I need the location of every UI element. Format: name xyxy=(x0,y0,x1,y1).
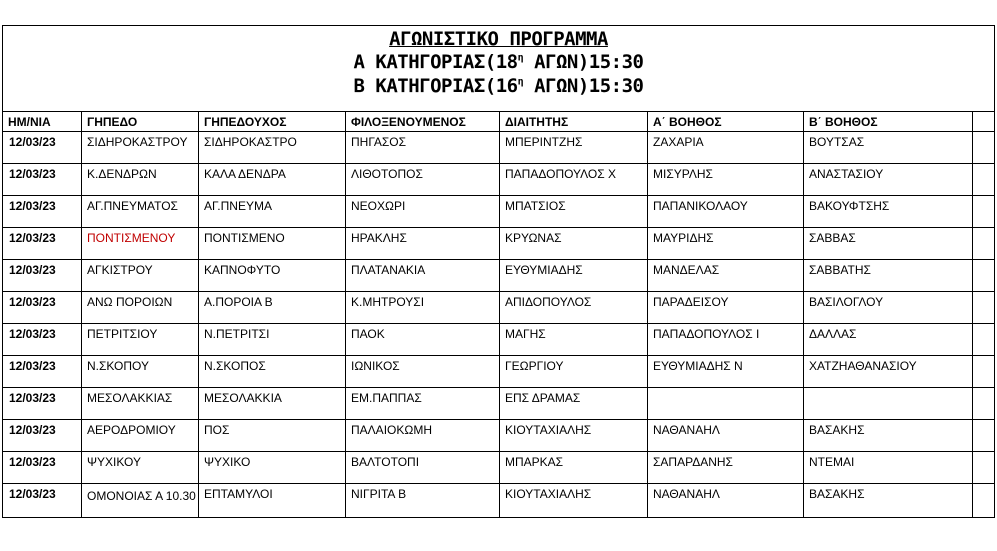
assistant-a-cell: ΕΥΘΥΜΙΑΔΗΣ Ν xyxy=(648,356,804,388)
away-team-cell: ΗΡΑΚΛΗΣ xyxy=(346,228,500,260)
table-row xyxy=(3,324,995,356)
home-team-cell: ΨΥΧΙΚΟ xyxy=(199,452,346,484)
home-team-cell: ΣΙΔΗΡΟΚΑΣΤΡΟ xyxy=(199,132,346,164)
home-team-cell: ΚΑΛΑ ΔΕΝΔΡΑ xyxy=(199,164,346,196)
extra-cell xyxy=(973,420,995,452)
date-cell: 12/03/23 xyxy=(3,260,82,292)
title-block xyxy=(2,25,995,112)
referee-cell: ΕΥΘΥΜΙΑΔΗΣ xyxy=(500,260,648,292)
stadium-cell: ΠΟΝΤΙΣΜΕΝΟΥ xyxy=(82,228,199,260)
col-header-home: ΓΗΠΕΔΟΥΧΟΣ xyxy=(199,112,346,132)
home-team-cell: ΑΓ.ΠΝΕΥΜΑ xyxy=(199,196,346,228)
extra-cell xyxy=(973,132,995,164)
table-row xyxy=(3,132,995,164)
referee-cell: ΜΠΑΤΣΙΟΣ xyxy=(500,196,648,228)
header-row xyxy=(3,112,995,132)
col-header-assistant-a: Α΄ ΒΟΗΘΟΣ xyxy=(648,112,804,132)
assistant-a-cell: ΜΙΣΥΡΛΗΣ xyxy=(648,164,804,196)
assistant-b-cell: ΒΑΣΑΚΗΣ xyxy=(804,484,973,518)
col-header-assistant-b: Β΄ ΒΟΗΘΟΣ xyxy=(804,112,973,132)
referee-cell: ΚΙΟΥΤΑΧΙΑΛΗΣ xyxy=(500,420,648,452)
stadium-cell: ΠΕΤΡΙΤΣΙΟΥ xyxy=(82,324,199,356)
home-team-cell: Ν.ΠΕΤΡΙΤΣΙ xyxy=(199,324,346,356)
assistant-a-cell: ΝΑΘΑΝΑΗΛ xyxy=(648,484,804,518)
stadium-cell: ΑΓ.ΠΝΕΥΜΑΤΟΣ xyxy=(82,196,199,228)
stadium-cell: Ν.ΣΚΟΠΟΥ xyxy=(82,356,199,388)
assistant-a-cell: ΠΑΠΑΔΟΠΟΥΛΟΣ Ι xyxy=(648,324,804,356)
assistant-a-cell: ΜΑΥΡΙΔΗΣ xyxy=(648,228,804,260)
date-cell: 12/03/23 xyxy=(3,196,82,228)
away-team-cell: ΛΙΘΟΤΟΠΟΣ xyxy=(346,164,500,196)
stadium-cell: Κ.ΔΕΝΔΡΩΝ xyxy=(82,164,199,196)
table-row xyxy=(3,228,995,260)
referee-cell: ΚΙΟΥΤΑΧΙΑΛΗΣ xyxy=(500,484,648,518)
stadium-cell: ΑΕΡΟΔΡΟΜΙΟΥ xyxy=(82,420,199,452)
assistant-a-cell: ΠΑΠΑΝΙΚΟΛΑΟΥ xyxy=(648,196,804,228)
category-a-prefix: Α ΚΑΤΗΓΟΡΙΑΣ(18 xyxy=(353,51,518,73)
home-team-cell: Α.ΠΟΡΟΙΑ Β xyxy=(199,292,346,324)
assistant-b-cell: ΔΑΛΛΑΣ xyxy=(804,324,973,356)
table-row xyxy=(3,196,995,228)
stadium-cell: ΨΥΧΙΚΟΥ xyxy=(82,452,199,484)
assistant-b-cell: ΒΟΥΤΣΑΣ xyxy=(804,132,973,164)
home-team-cell: ΕΠΤΑΜΥΛΟΙ xyxy=(199,484,346,518)
assistant-b-cell: ΣΑΒΒΑΤΗΣ xyxy=(804,260,973,292)
assistant-a-cell: ΖΑΧΑΡΙΑ xyxy=(648,132,804,164)
col-header-stadium: ΓΗΠΕΔΟ xyxy=(82,112,199,132)
date-cell: 12/03/23 xyxy=(3,420,82,452)
assistant-a-cell: ΜΑΝΔΕΛΑΣ xyxy=(648,260,804,292)
home-team-cell: ΠΟΝΤΙΣΜΕΝΟ xyxy=(199,228,346,260)
date-cell: 12/03/23 xyxy=(3,484,82,518)
date-cell: 12/03/23 xyxy=(3,292,82,324)
date-cell: 12/03/23 xyxy=(3,356,82,388)
assistant-b-cell: ΧΑΤΖΗΑΘΑΝΑΣΙΟΥ xyxy=(804,356,973,388)
home-team-cell: Ν.ΣΚΟΠΟΣ xyxy=(199,356,346,388)
stadium-cell: ΑΝΩ ΠΟΡΟΙΩΝ xyxy=(82,292,199,324)
away-team-cell: Κ.ΜΗΤΡΟΥΣΙ xyxy=(346,292,500,324)
home-team-cell: ΠΟΣ xyxy=(199,420,346,452)
away-team-cell: ΒΑΛΤΟΤΟΠΙ xyxy=(346,452,500,484)
away-team-cell: ΕΜ.ΠΑΠΠΑΣ xyxy=(346,388,500,420)
table-row xyxy=(3,388,995,420)
extra-cell xyxy=(973,228,995,260)
category-a-sup: η xyxy=(517,52,524,64)
assistant-b-cell: ΒΑΣΑΚΗΣ xyxy=(804,420,973,452)
table-row xyxy=(3,452,995,484)
extra-cell xyxy=(973,292,995,324)
assistant-a-cell: ΠΑΡΑΔΕΙΣΟΥ xyxy=(648,292,804,324)
away-team-cell: ΙΩΝΙΚΟΣ xyxy=(346,356,500,388)
category-b-line xyxy=(3,75,994,97)
stadium-cell: ΣΙΔΗΡΟΚΑΣΤΡΟΥ xyxy=(82,132,199,164)
away-team-cell: ΠΗΓΑΣΟΣ xyxy=(346,132,500,164)
col-header-date: ΗΜ/ΝΙΑ xyxy=(3,112,82,132)
extra-cell xyxy=(973,452,995,484)
extra-cell xyxy=(973,260,995,292)
date-cell: 12/03/23 xyxy=(3,228,82,260)
schedule-table xyxy=(2,111,995,518)
extra-cell xyxy=(973,164,995,196)
col-header-extra xyxy=(973,112,995,132)
date-cell: 12/03/23 xyxy=(3,164,82,196)
category-a-suffix: ΑΓΩΝ)15:30 xyxy=(523,51,644,73)
referee-cell: ΕΠΣ ΔΡΑΜΑΣ xyxy=(500,388,648,420)
referee-cell: ΜΑΓΗΣ xyxy=(500,324,648,356)
referee-cell: ΚΡΥΩΝΑΣ xyxy=(500,228,648,260)
category-b-suffix: ΑΓΩΝ)15:30 xyxy=(523,75,644,97)
extra-cell xyxy=(973,484,995,518)
extra-cell xyxy=(973,324,995,356)
table-row xyxy=(3,164,995,196)
assistant-b-cell: ΒΑΚΟΥΦΤΣΗΣ xyxy=(804,196,973,228)
referee-cell: ΜΠΑΡΚΑΣ xyxy=(500,452,648,484)
table-row xyxy=(3,484,995,518)
assistant-a-cell: ΣΑΠΑΡΔΑΝΗΣ xyxy=(648,452,804,484)
assistant-b-cell: ΝΤΕΜΑΙ xyxy=(804,452,973,484)
category-b-prefix: Β ΚΑΤΗΓΟΡΙΑΣ(16 xyxy=(353,75,518,97)
assistant-a-cell: ΝΑΘΑΝΑΗΛ xyxy=(648,420,804,452)
assistant-b-cell: ΒΑΣΙΛΟΓΛΟΥ xyxy=(804,292,973,324)
date-cell: 12/03/23 xyxy=(3,388,82,420)
stadium-cell: ΟΜΟΝΟΙΑΣ Α 10.30 xyxy=(82,484,199,518)
referee-cell: ΜΠΕΡΙΝΤΖΗΣ xyxy=(500,132,648,164)
col-header-away: ΦΙΛΟΞΕΝΟΥΜΕΝΟΣ xyxy=(346,112,500,132)
referee-cell: ΓΕΩΡΓΙΟΥ xyxy=(500,356,648,388)
assistant-b-cell xyxy=(804,388,973,420)
away-team-cell: ΠΛΑΤΑΝΑΚΙΑ xyxy=(346,260,500,292)
date-cell: 12/03/23 xyxy=(3,132,82,164)
col-header-referee: ΔΙΑΙΤΗΤΗΣ xyxy=(500,112,648,132)
away-team-cell: ΠΑΛΑΙΟΚΩΜΗ xyxy=(346,420,500,452)
stadium-cell: ΜΕΣΟΛΑΚΚΙΑΣ xyxy=(82,388,199,420)
category-a-line xyxy=(3,51,994,73)
date-cell: 12/03/23 xyxy=(3,324,82,356)
date-cell: 12/03/23 xyxy=(3,452,82,484)
extra-cell xyxy=(973,196,995,228)
referee-cell: ΠΑΠΑΔΟΠΟΥΛΟΣ Χ xyxy=(500,164,648,196)
extra-cell xyxy=(973,356,995,388)
category-b-sup: η xyxy=(517,76,524,88)
stadium-cell: ΑΓΚΙΣΤΡΟΥ xyxy=(82,260,199,292)
assistant-b-cell: ΑΝΑΣΤΑΣΙΟΥ xyxy=(804,164,973,196)
table-row xyxy=(3,292,995,324)
assistant-b-cell: ΣΑΒΒΑΣ xyxy=(804,228,973,260)
home-team-cell: ΜΕΣΟΛΑΚΚΙΑ xyxy=(199,388,346,420)
away-team-cell: ΝΕΟΧΩΡΙ xyxy=(346,196,500,228)
extra-cell xyxy=(973,388,995,420)
table-row xyxy=(3,420,995,452)
assistant-a-cell xyxy=(648,388,804,420)
referee-cell: ΑΠΙΔΟΠΟΥΛΟΣ xyxy=(500,292,648,324)
table-row xyxy=(3,356,995,388)
away-team-cell: ΠΑΟΚ xyxy=(346,324,500,356)
table-row xyxy=(3,260,995,292)
home-team-cell: ΚΑΠΝΟΦΥΤΟ xyxy=(199,260,346,292)
away-team-cell: ΝΙΓΡΙΤΑ Β xyxy=(346,484,500,518)
page-title: ΑΓΩΝΙΣΤΙΚΟ ΠΡΟΓΡΑΜΜΑ xyxy=(389,28,608,50)
